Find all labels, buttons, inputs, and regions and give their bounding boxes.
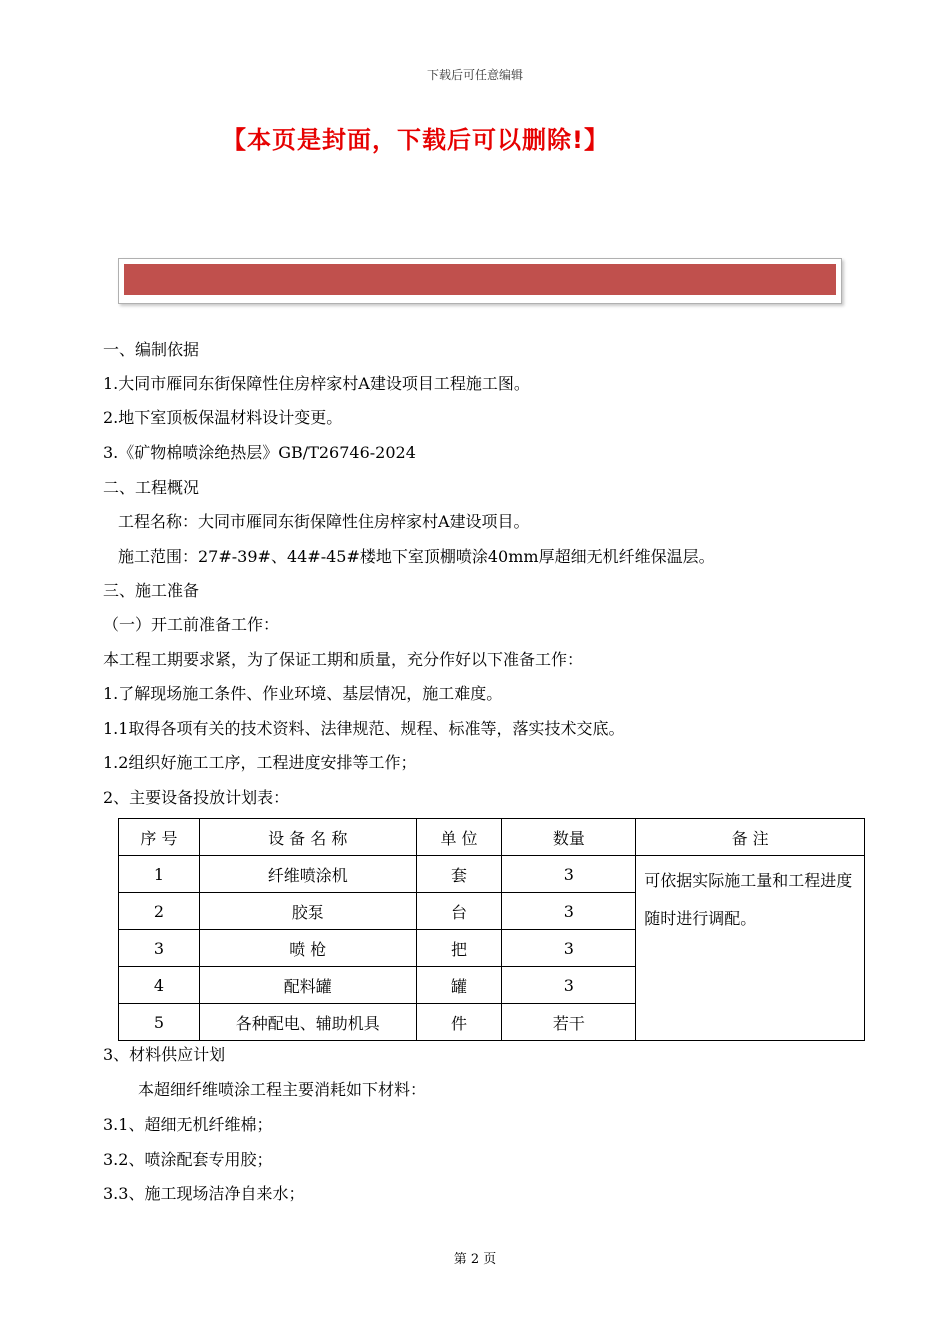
material-item-1: 3.1、超细无机纤维棉； [103,1115,273,1134]
table-header-row [119,819,865,856]
material-intro: 本超细纤维喷涂工程主要消耗如下材料： [138,1080,427,1099]
project-name: 工程名称：大同市雁同东街保障性住房梓家村A建设项目。 [118,512,530,531]
section-heading-preparation: 三、施工准备 [103,581,200,600]
cell-equipment: 各种配电、辅助机具 [199,1004,416,1041]
prep-item-1: 1.了解现场施工条件、作业环境、基层情况，施工难度。 [103,684,503,703]
cell-index: 4 [119,967,200,1004]
cell-quantity: 3 [502,893,636,930]
page-number: 第 2 页 [453,1252,497,1267]
paragraph-intro: 本工程工期要求紧，为了保证工期和质量，充分作好以下准备工作： [103,650,584,669]
prep-item-1-2: 1.2组织好施工工序，工程进度安排等工作； [103,753,417,772]
material-plan-heading: 3、材料供应计划 [103,1045,226,1064]
cell-equipment: 纤维喷涂机 [199,856,416,893]
header-cell-equipment: 设 备 名 称 [199,819,416,856]
table-row [119,856,865,893]
header-cell-index: 序 号 [119,819,200,856]
cell-equipment: 喷 枪 [199,930,416,967]
header-cell-remarks: 备 注 [636,819,865,856]
prep-item-1-1: 1.1取得各项有关的技术资料、法律规范、规程、标准等，落实技术交底。 [103,719,625,738]
equipment-table [118,818,865,1041]
equipment-plan-heading: 2、主要设备投放计划表： [103,788,290,807]
page-header: 下载后可任意编辑 [426,68,523,82]
cover-notice-banner: 【本页是封面，下载后可以删除!】 [222,126,609,154]
cell-unit: 台 [416,893,502,930]
title-bar [124,264,836,295]
cell-equipment: 配料罐 [199,967,416,1004]
basis-item-2: 2.地下室顶板保温材料设计变更。 [103,408,343,427]
construction-scope: 施工范围：27#-39#、44#-45#楼地下室顶棚喷涂40mm厚超细无机纤维保温层。 [118,547,715,566]
cell-quantity: 3 [502,967,636,1004]
cell-index: 2 [119,893,200,930]
basis-item-3: 3.《矿物棉喷涂绝热层》GB/T26746-2024 [103,443,416,462]
cell-index: 1 [119,856,200,893]
cell-unit: 件 [416,1004,502,1041]
section-heading-basis: 一、编制依据 [103,340,200,359]
cell-unit: 套 [416,856,502,893]
cell-unit: 把 [416,930,502,967]
cell-equipment: 胶泵 [199,893,416,930]
subsection-pre-start: （一）开工前准备工作： [103,615,280,634]
header-cell-unit: 单 位 [416,819,502,856]
header-cell-quantity: 数量 [502,819,636,856]
section-heading-overview: 二、工程概况 [103,478,200,497]
cell-index: 3 [119,930,200,967]
cell-quantity: 3 [502,856,636,893]
title-bar-frame [118,258,842,304]
cell-unit: 罐 [416,967,502,1004]
material-item-3: 3.3、施工现场洁净自来水； [103,1184,305,1203]
cell-quantity: 若干 [502,1004,636,1041]
cell-index: 5 [119,1004,200,1041]
cell-remarks: 可依据实际施工量和工程进度随时进行调配。 [636,856,865,1041]
material-item-2: 3.2、喷涂配套专用胶； [103,1150,273,1169]
cell-quantity: 3 [502,930,636,967]
basis-item-1: 1.大同市雁同东街保障性住房梓家村A建设项目工程施工图。 [103,374,530,393]
